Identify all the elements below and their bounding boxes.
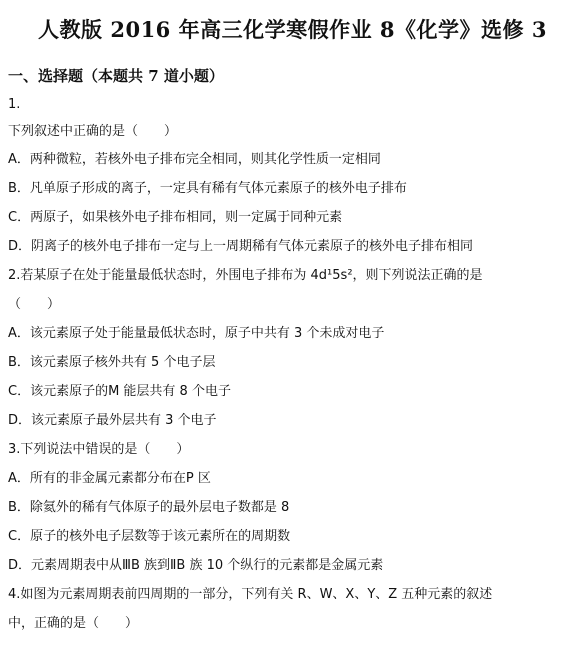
question-3-option-c: C．原子的核外电子层数等于该元素所在的周期数 [8,529,291,544]
question-1-option-b: B．凡单原子形成的离子，一定具有稀有气体元素原子的核外电子排布 [8,181,407,196]
section-heading: 一、选择题（本题共 7 道小题） [8,67,224,85]
question-1-stem: 下列叙述中正确的是（ ） [8,124,178,139]
question-2-option-d: D．该元素原子最外层共有 3 个电子 [8,413,217,428]
document-title: 人教版 2016 年高三化学寒假作业 8《化学》选修 3 [38,17,547,42]
question-4-stem-line1: 4.如图为元素周期表前四周期的一部分，下列有关 R、W、X、Y、Z 五种元素的叙述 [8,587,493,602]
question-2-option-c: C．该元素原子的M 能层共有 8 个电子 [8,384,231,399]
question-3-option-d: D．元素周期表中从ⅢB 族到ⅡB 族 10 个纵行的元素都是金属元素 [8,558,384,573]
question-1-option-d: D．阴离子的核外电子排布一定与上一周期稀有气体元素原子的核外电子排布相同 [8,239,474,254]
question-1-option-a: A．两种微粒，若核外电子排布完全相同，则其化学性质一定相同 [8,152,381,167]
question-3-option-b: B．除氦外的稀有气体原子的最外层电子数都是 8 [8,500,290,515]
question-2-stem-line2: （ ） [8,297,61,312]
question-4-stem-line2: 中，正确的是（ ） [8,616,139,631]
question-2-stem-line1: 2.若某原子在处于能量最低状态时，外围电子排布为 4d¹5s²，则下列说法正确的是 [8,268,483,283]
question-3-option-a: A．所有的非金属元素都分布在P 区 [8,471,211,486]
question-2-option-b: B．该元素原子核外共有 5 个电子层 [8,355,216,370]
question-3-stem: 3.下列说法中错误的是（ ） [8,442,190,457]
question-1-option-c: C．两原子，如果核外电子排布相同，则一定属于同种元素 [8,210,343,225]
question-1-number: 1. [8,97,21,112]
question-2-option-a: A．该元素原子处于能量最低状态时，原子中共有 3 个未成对电子 [8,326,385,341]
